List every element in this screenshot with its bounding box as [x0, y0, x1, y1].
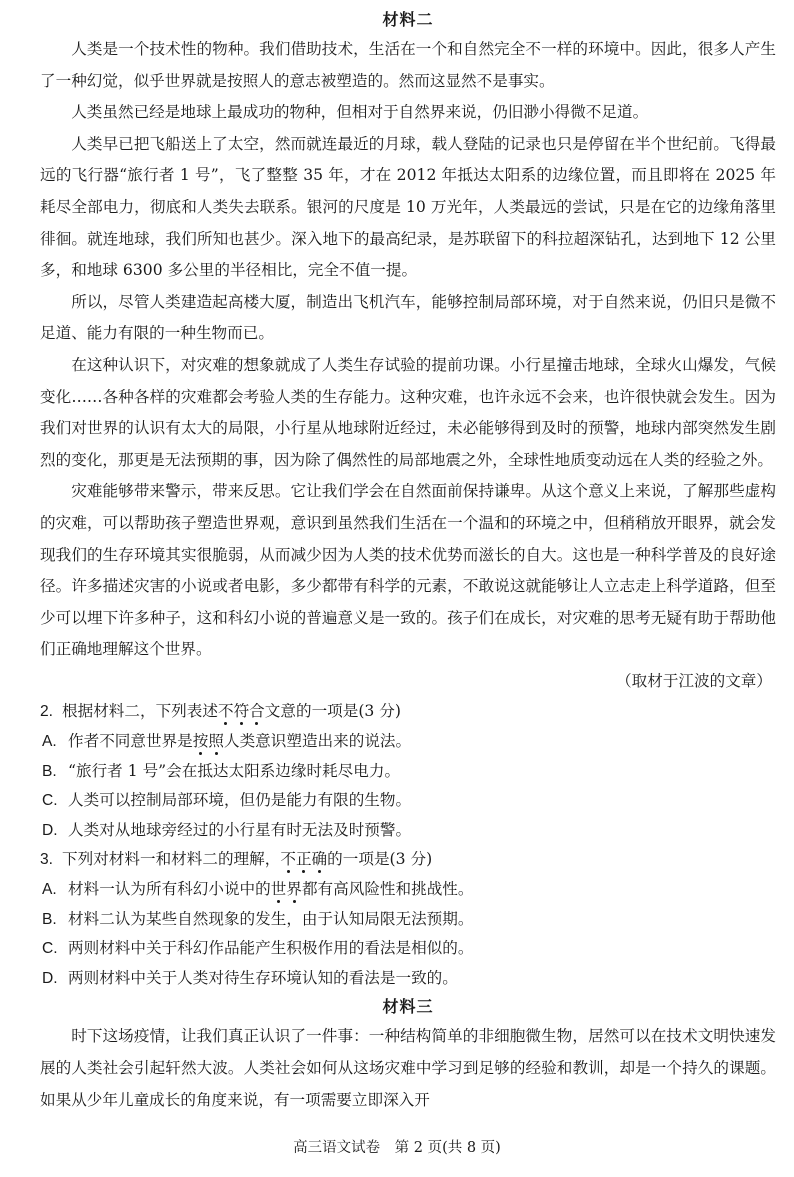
question-3-option-d: D. 两则材料中关于人类对待生存环境认知的看法是一致的。 [42, 964, 776, 994]
material2-paragraph-3: 人类早已把飞船送上了太空，然而就连最近的月球，载人登陆的记录也只是停留在半个世纪前。飞得最远的飞行器“旅行者 1 号”，飞了整整 35 年，才在 2012 年抵达太阳系的边缘位置，而且即将在 2025 年耗尽全部电力，彻底和人类失去联系。银河的尺度是 10 万光年，人类最远的尝试，只是在它的边缘角落里徘徊。就连地球，我们所知也甚少。深入地下的最高纪录，是苏联留下的科拉超深钻孔，达到地下 12 公里多，和地球 6300 多公里的半径相比，完全不值一提。 [40, 134, 776, 280]
question-number: 3. [40, 851, 54, 869]
emphasis-char: 世 [270, 880, 287, 899]
question-2-option-a: A. 作者不同意世界是按照人类意识塑造出来的说法。 [42, 727, 776, 757]
emphasis-dotted [218, 702, 265, 720]
option-letter: A. [42, 733, 57, 751]
page-footer: 高三语文试卷 第 2 页(共 8 页) [293, 1140, 501, 1156]
question-number: 2. [40, 703, 54, 721]
emphasis-char: 正 [295, 850, 312, 869]
question-2 [40, 697, 776, 845]
material3-title: 材料三 [382, 997, 434, 1017]
question-3 [40, 845, 776, 993]
material3-body [40, 1021, 776, 1116]
emphasis-char: 合 [249, 702, 265, 721]
option-letter: B. [42, 762, 57, 780]
emphasis-dotted [193, 732, 224, 750]
emphasis-char: 确 [311, 850, 328, 869]
material2-body [40, 34, 776, 666]
emphasis-char: 不 [217, 702, 234, 721]
emphasis-char: 界 [286, 880, 302, 899]
material2-title: 材料二 [382, 10, 434, 29]
question-3-stem: 3. 下列对材料一和材料二的理解，不正确的一项是(3 分) [62, 845, 776, 875]
material3-paragraph-1: 时下这场疫情，让我们真正认识了一件事：一种结构简单的非细胞微生物，居然可以在技术文明快速发展的人类社会引起轩然大波。人类社会如何从这场灾难中学习到足够的经验和教训，却是一个持久的课题。如果从少年儿童成长的角度来说，有一项需要立即深入开 [40, 1027, 776, 1109]
option-letter: D. [42, 821, 58, 839]
emphasis-dotted [271, 880, 302, 898]
material2-paragraph-5: 在这种认识下，对灾难的想象就成了人类生存试验的提前功课。小行星撞击地球，全球火山爆发，气候变化……各种各样的灾难都会考验人类的生存能力。这种灾难，也许永远不会来，也许很快就会发生。因为我们对世界的认识有太大的局限，小行星从地球附近经过，未必能够得到及时的预警，地球内部突然发生剧烈的变化，那更是无法预期的事，因为除了偶然性的局部地震之外，全球性地质变动远在人类的经验之外。 [40, 355, 776, 469]
question-2-option-c: C. 人类可以控制局部环境，但仍是能力有限的生物。 [42, 786, 776, 816]
option-letter: A. [42, 881, 57, 899]
question-2-option-b: B. “旅行者 1 号”会在抵达太阳系边缘时耗尽电力。 [42, 757, 776, 787]
material2-paragraph-4: 所以，尽管人类建造起高楼大厦，制造出飞机汽车，能够控制局部环境，对于自然来说，仍旧只是微不足道、能力有限的一种生物而已。 [40, 292, 776, 343]
emphasis-char: 不 [280, 850, 296, 869]
material2-source: （取材于江波的文章） [616, 671, 772, 690]
material2-paragraph-1: 人类是一个技术性的物种。我们借助技术，生活在一个和自然完全不一样的环境中。因此，很多人产生了一种幻觉，似乎世界就是按照人的意志被塑造的。然而这显然不是事实。 [40, 40, 776, 90]
option-letter: D. [42, 969, 58, 987]
option-letter: C. [42, 940, 58, 958]
option-letter: B. [42, 910, 57, 928]
question-2-option-d: D. 人类对从地球旁经过的小行星有时无法及时预警。 [42, 816, 776, 846]
question-3-option-c: C. 两则材料中关于科幻作品能产生积极作用的看法是相似的。 [42, 934, 776, 964]
option-letter: C. [42, 792, 58, 810]
material2-paragraph-6: 灾难能够带来警示，带来反思。它让我们学会在自然面前保持谦卑。从这个意义上来说，了解那些虚构的灾难，可以帮助孩子塑造世界观，意识到虽然我们生活在一个温和的环境之中，但稍稍放开眼界，就会发现我们的生存环境其实很脆弱，从而减少因为人类的技术优势而滋长的自大。这也是一种科学普及的良好途径。许多描述灾害的小说或者电影，多少都带有科学的元素，不敢说这就能够让人立志走上科学道路，但至少可以埋下许多种子，这和科幻小说的普遍意义是一致的。孩子们在成长，对灾难的思考无疑有助于帮助他们正确地理解这个世界。 [40, 482, 776, 659]
emphasis-dotted [280, 850, 327, 868]
material2-paragraph-2: 人类虽然已经是地球上最成功的物种，但相对于自然界来说，仍旧渺小得微不足道。 [71, 103, 649, 122]
emphasis-char: 照 [208, 732, 224, 751]
question-3-option-a: A. 材料一认为所有科幻小说中的世界都有高风险性和挑战性。 [42, 875, 776, 905]
emphasis-char: 按 [192, 732, 209, 751]
question-3-option-b: B. 材料二认为某些自然现象的发生，由于认知局限无法预期。 [42, 905, 776, 935]
emphasis-char: 符 [233, 702, 250, 721]
question-2-stem: 2. 根据材料二，下列表述不符合文意的一项是(3 分) [62, 697, 776, 727]
